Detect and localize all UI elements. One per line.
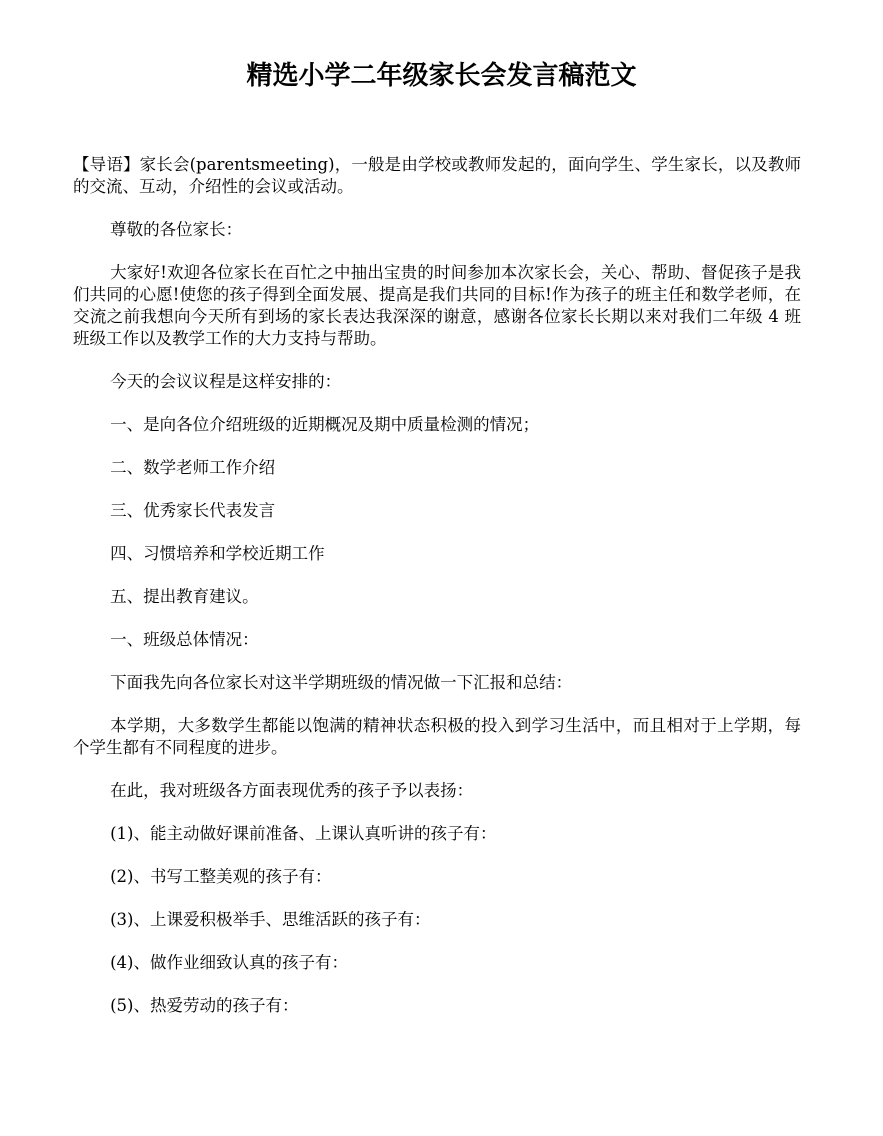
agenda-item: 五、提出教育建议。	[110, 587, 259, 606]
praise-intro: 在此，我对班级各方面表现优秀的孩子予以表扬：	[110, 781, 474, 800]
praise-item: (2)、书写工整美观的孩子有：	[110, 867, 332, 886]
agenda-item: 三、优秀家长代表发言	[110, 501, 276, 520]
agenda-item: 一、是向各位介绍班级的近期概况及期中质量检测的情况；	[110, 415, 540, 434]
praise-item: (1)、能主动做好课前准备、上课认真听讲的孩子有：	[110, 824, 497, 843]
progress-paragraph: 本学期，大多数学生都能以饱满的精神状态积极的投入到学习生活中，而且相对于上学期，每个学生都有不同程度的进步。	[73, 716, 801, 757]
greeting-paragraph: 尊敬的各位家长：	[110, 220, 243, 239]
document-body	[73, 154, 801, 1038]
agenda-intro: 今天的会议议程是这样安排的：	[110, 372, 342, 391]
report-intro: 下面我先向各位家长对这半学期班级的情况做一下汇报和总结：	[110, 673, 573, 692]
praise-item: (4)、做作业细致认真的孩子有：	[110, 953, 348, 972]
intro-paragraph: 【导语】家长会(parentsmeeting)，一般是由学校或教师发起的，面向学生、学生家长，以及教师的交流、互动，介绍性的会议或活动。	[73, 155, 801, 196]
agenda-item: 四、习惯培养和学校近期工作	[110, 544, 325, 563]
agenda-item: 二、数学老师工作介绍	[110, 458, 276, 477]
welcome-paragraph: 大家好!欢迎各位家长在百忙之中抽出宝贵的时间参加本次家长会，关心、帮助、督促孩子是我们共同的心愿!使您的孩子得到全面发展、提高是我们共同的目标!作为孩子的班主任和数学老师，在交流之前我想向今天所有到场的家长表达我深深的谢意，感谢各位家长长期以来对我们二年级 4 班班级工作以及教学工作的大力支持与帮助。	[73, 263, 801, 348]
section-heading: 一、班级总体情况：	[110, 630, 259, 649]
praise-item: (3)、上课爱积极举手、思维活跃的孩子有：	[110, 910, 431, 929]
document-title: 精选小学二年级家长会发言稿范文	[246, 61, 637, 91]
praise-item: (5)、热爱劳动的孩子有：	[110, 996, 299, 1015]
